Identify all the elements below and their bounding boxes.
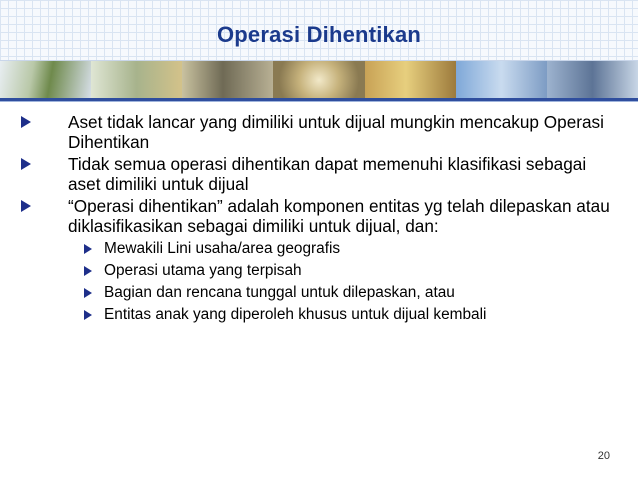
header-image-strip [0, 60, 638, 99]
strip-photo-coins [365, 61, 456, 99]
bullet-text: Tidak semua operasi dihentikan dapat memenuhi klasifikasi sebagai aset dimiliki untuk dijual [68, 154, 587, 194]
strip-photo-keyboard [547, 61, 638, 99]
slide-title: Operasi Dihentikan [216, 22, 422, 47]
bullet-triangle-icon [84, 266, 92, 276]
sub-bullet-text: Operasi utama yang terpisah [104, 262, 302, 279]
header-rule-light [0, 101, 638, 102]
strip-photo-hand [456, 61, 547, 99]
strip-photo-disc [273, 61, 364, 99]
sub-bullet-item [20, 262, 620, 280]
sub-bullet-item [20, 306, 620, 324]
bullet-item [20, 112, 620, 152]
strip-photo-calculator [182, 61, 273, 99]
bullet-text: “Operasi dihentikan” adalah komponen entitas yg telah dilepaskan atau diklasifikasikan sebagai dimiliki untuk dijual, dan: [68, 196, 610, 236]
bullet-triangle-icon [21, 200, 31, 212]
bullet-triangle-icon [84, 310, 92, 320]
slide-body [20, 112, 620, 324]
strip-photo-papers [91, 61, 182, 99]
sub-bullet-text: Entitas anak yang diperoleh khusus untuk dijual kembali [104, 306, 487, 323]
sub-bullet-item [20, 284, 620, 302]
bullet-item [20, 154, 620, 194]
sub-bullet-text: Mewakili Lini usaha/area geografis [104, 240, 341, 257]
sub-bullet-text: Bagian dan rencana tunggal untuk dilepaskan, atau [104, 284, 455, 301]
sub-bullet-item [20, 240, 620, 258]
strip-photo-pen [0, 61, 91, 99]
bullet-text: Aset tidak lancar yang dimiliki untuk dijual mungkin mencakup Operasi Dihentikan [68, 112, 604, 152]
bullet-triangle-icon [21, 158, 31, 170]
bullet-triangle-icon [84, 244, 92, 254]
bullet-triangle-icon [84, 288, 92, 298]
bullet-triangle-icon [21, 116, 31, 128]
bullet-item [20, 196, 620, 236]
page-number: 20 [597, 450, 610, 462]
